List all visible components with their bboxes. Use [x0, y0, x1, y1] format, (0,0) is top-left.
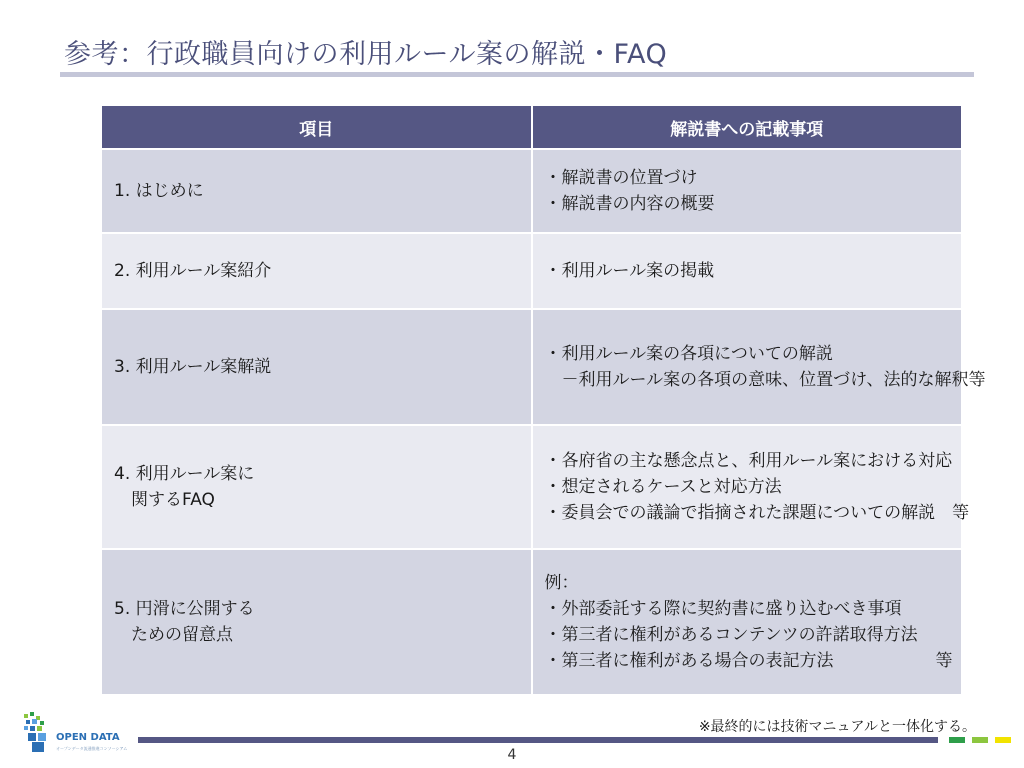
row-detail-line: 例：	[544, 573, 579, 593]
row-item-cell	[101, 549, 532, 695]
open-data-logo-icon	[22, 712, 56, 752]
page-number: 4	[507, 747, 517, 763]
table-row	[101, 549, 962, 695]
footer-bar	[138, 737, 938, 743]
items-table	[100, 104, 986, 696]
row-detail-line: ・解説書の位置づけ	[544, 168, 698, 188]
row-detail-line: ・委員会での議論で指摘された課題についての解説 等	[544, 503, 970, 523]
open-data-logo	[22, 712, 142, 758]
row-item-text: 3. 利用ルール案解説	[114, 357, 272, 377]
row-details-cell	[532, 149, 963, 233]
row-details-cell	[532, 233, 963, 309]
row-item-text: ための留意点	[114, 625, 233, 645]
row-item-text: 5. 円滑に公開する	[114, 599, 255, 619]
footer-note: ※最終的には技術マニュアルと一体化する。	[698, 719, 976, 735]
row-item-cell	[101, 425, 532, 549]
accent-square-light-green	[972, 737, 988, 743]
row-item-text: 4. 利用ルール案に	[114, 464, 255, 484]
row-detail-line: ・第三者に権利があるコンテンツの許諾取得方法	[544, 625, 918, 645]
row-details-cell	[532, 425, 970, 549]
table-row	[101, 233, 962, 309]
row-details-cell	[532, 549, 963, 695]
row-detail-line: ・利用ルール案の掲載	[544, 261, 715, 281]
header-item: 項目	[101, 105, 532, 149]
logo-text: OPEN DATA	[56, 732, 120, 743]
accent-square-yellow	[995, 737, 1011, 743]
table-row	[101, 149, 962, 233]
row-detail-line: ・各府省の主な懸念点と、利用ルール案における対応	[544, 451, 953, 471]
logo-subtext: オープンデータ流通推進コンソーシアム	[56, 746, 128, 751]
row-item-cell	[101, 309, 532, 425]
table-row	[101, 425, 962, 549]
row-detail-line: ・第三者に権利がある場合の表記方法 等	[544, 651, 953, 671]
row-detail-line: ・想定されるケースと対応方法	[544, 477, 782, 497]
row-detail-line: －利用ルール案の各項の意味、位置づけ、法的な解釈等	[544, 370, 986, 390]
row-detail-line: ・利用ルール案の各項についての解説	[544, 344, 833, 364]
row-detail-line: ・解説書の内容の概要	[544, 194, 715, 214]
row-item-text: 関するFAQ	[114, 490, 215, 510]
row-item-cell	[101, 149, 532, 233]
table-header-row	[101, 105, 962, 149]
table-row	[101, 309, 962, 425]
row-detail-line: ・外部委託する際に契約書に盛り込むべき事項	[544, 599, 902, 619]
row-details-cell	[532, 309, 986, 425]
accent-square-dark-green	[949, 737, 965, 743]
row-item-cell	[101, 233, 532, 309]
title-underline	[60, 72, 974, 77]
row-item-text: 2. 利用ルール案紹介	[114, 261, 272, 281]
row-item-text: 1. はじめに	[114, 181, 204, 201]
slide-title: 参考：行政職員向けの利用ルール案の解説・FAQ	[64, 39, 668, 70]
header-details: 解説書への記載事項	[532, 105, 963, 149]
